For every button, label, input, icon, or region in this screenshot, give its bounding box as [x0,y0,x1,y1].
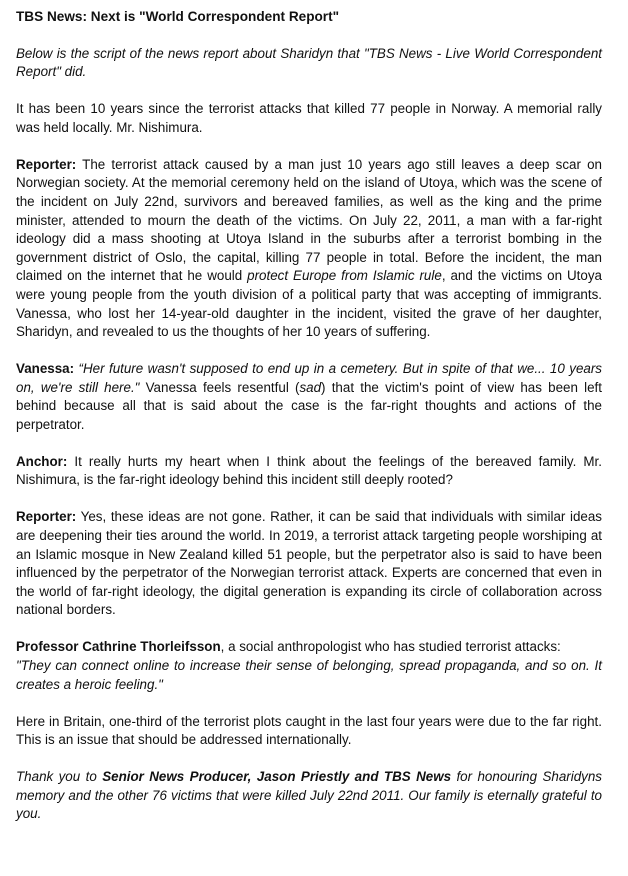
producer-credit: Senior News Producer, Jason Priestly and TBS News [102,769,452,785]
paragraph-text: for honouring Sharidyns memory and the other 76 victims that were killed July 22nd 2011. Our family is eternally grateful to you. [16,769,602,822]
professor-paragraph [16,638,602,694]
reporter-paragraph-1 [16,156,602,342]
professor-name: Professor Cathrine Thorleifsson [16,639,221,655]
speaker-label: Anchor: [16,453,68,469]
vanessa-paragraph [16,360,602,434]
reporter-paragraph-2 [16,508,602,620]
thanks-paragraph [16,768,602,824]
paragraph-text: Vanessa feels resentful ( [139,379,300,395]
paragraph-text: ) that the victim's point of view has been left behind because all that is said about the case is the far-right thoughts and actions of the perpetrator. [16,379,602,432]
lead-paragraph: It has been 10 years since the terrorist attacks that killed 77 people in Norway. A memorial rally was held locally. Mr. Nishimura. [16,101,602,135]
quote-text: "They can connect online to increase their sense of belonging, spread propaganda, and so on. It creates a heroic feeling." [16,657,602,692]
paragraph-text: , and the victims on Utoya were young people from the youth division of a political party that was accepting of immigrants. Vanessa, who lost her 14-year-old daughter in the incident, visited the grave of her daughter, Sharidyn, and revealed to us the thoughts of her 10 years of suffering. [16,268,602,340]
britain-paragraph: Here in Britain, one-third of the terrorist plots caught in the last four years were due to the far right. This is an issue that should be addressed internationally. [16,713,602,748]
paragraph-text: Yes, these ideas are not gone. Rather, it can be said that individuals with similar ideas are deepening their ties around the world. In 2019, a terrorist attack targeting people worshiping at an Islamic mosque in New Zealand killed 51 people, but the perpetrator also is said to have been influenced by the perpetrator of the Norwegian terrorist attack. Experts are concerned that even in the world of far-right ideology, the digital generation is expanding its circle of collaboration across national borders. [16,509,602,618]
speaker-label: Reporter: [16,509,77,525]
paragraph-text: Thank you to [16,769,103,785]
document-title: TBS News: Next is "World Correspondent Report" [16,9,340,24]
intro-paragraph: Below is the script of the news report about Sharidyn that "TBS News - Live World Correspondent Report" did. [16,45,602,80]
document-page [16,8,602,842]
anchor-paragraph [16,453,602,490]
paragraph-text: The terrorist attack caused by a man just 10 years ago still leaves a deep scar on Norwegian society. At the memorial ceremony held on the island of Utoya, which was the scene of the incident on July 22nd, survivors and bereaved families, as well as the king and the prime minister, attended to mourn the death of the victims. On July 22, 2011, a man with a far-right ideology did a mass shooting at Utoya Island in the suburbs after a terrorist bombing in the government district of Oslo, the capital, killing 77 people in total. Before the incident, the man claimed on the internet that he would [16,156,602,284]
quote-text: “Her future wasn't supposed to end up in a cemetery. But in spite of that we... 10 years on, we're still here." [16,361,602,395]
speaker-label: Reporter: [16,156,77,172]
paragraph-text: It really hurts my heart when I think about the feelings of the bereaved family. Mr. Nishimura, is the far-right ideology behind this incident still deeply rooted? [16,453,602,488]
emphasis-text: sad [299,379,322,395]
paragraph-text: , a social anthropologist who has studied terrorist attacks: [220,639,561,655]
emphasis-text: protect Europe from Islamic rule [247,268,442,284]
speaker-label: Vanessa: [16,361,75,377]
